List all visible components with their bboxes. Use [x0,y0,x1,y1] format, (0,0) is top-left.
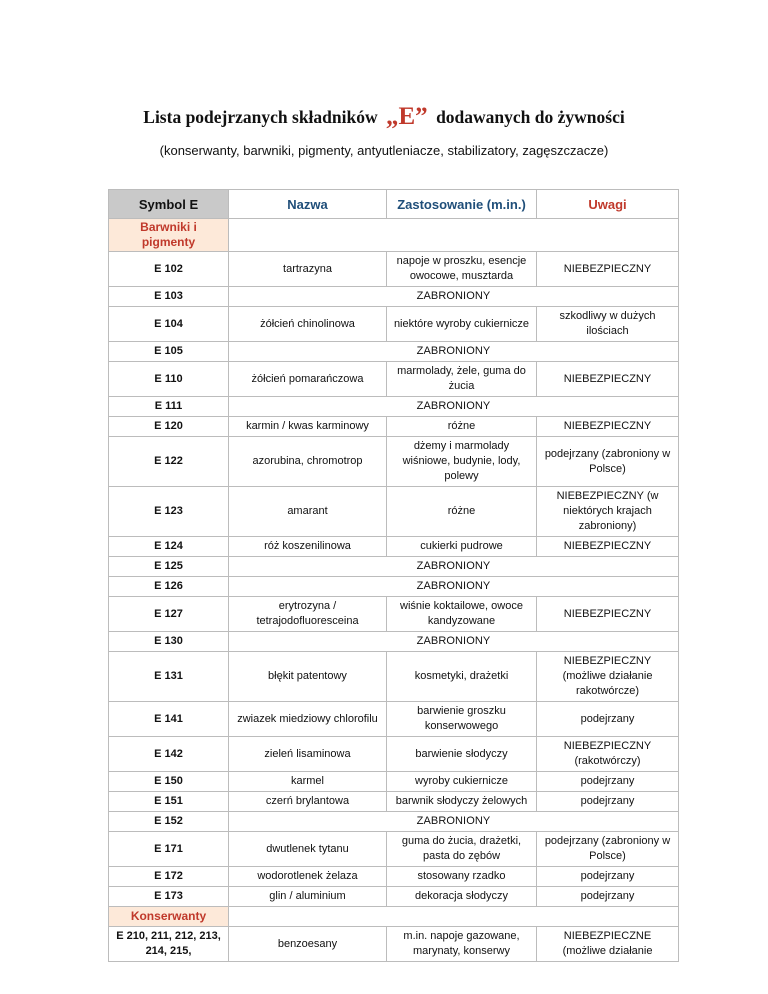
cell-name: zieleń lisaminowa [229,737,387,772]
cell-use: barwienie groszku konserwowego [387,702,537,737]
cell-symbol: E 172 [109,867,229,887]
cell-symbol: E 131 [109,652,229,702]
table-row [109,487,679,537]
cell-banned: ZABRONIONY [229,632,679,652]
cell-notes: NIEBEZPIECZNY (rakotwórczy) [537,737,679,772]
cell-use: różne [387,487,537,537]
table-row [109,772,679,792]
cell-notes: NIEBEZPIECZNY [537,597,679,632]
cell-use: guma do żucia, drażetki, pasta do zębów [387,832,537,867]
cell-use: barwnik słodyczy żelowych [387,792,537,812]
cell-name: zwiazek miedziowy chlorofilu [229,702,387,737]
cell-use: różne [387,417,537,437]
table-row [109,307,679,342]
cell-symbol: E 141 [109,702,229,737]
cell-name: żółcień chinolinowa [229,307,387,342]
section-row-dyes [109,219,679,252]
table-row [109,702,679,737]
title-part-before: Lista podejrzanych składników [143,107,378,127]
cell-notes: podejrzany (zabroniony w Polsce) [537,437,679,487]
cell-notes: NIEBEZPIECZNY (w niektórych krajach zabroniony) [537,487,679,537]
cell-use: stosowany rzadko [387,867,537,887]
section-label-dyes: Barwniki i pigmenty [109,219,229,252]
cell-name: amarant [229,487,387,537]
cell-symbol: E 126 [109,577,229,597]
section-row-preservatives [109,907,679,927]
cell-symbol: E 210, 211, 212, 213, 214, 215, [109,927,229,962]
table-row-banned [109,812,679,832]
cell-symbol: E 142 [109,737,229,772]
table-row [109,792,679,812]
header-notes: Uwagi [537,190,679,219]
cell-symbol: E 125 [109,557,229,577]
table-row [109,597,679,632]
cell-name: glin / aluminium [229,887,387,907]
cell-symbol: E 173 [109,887,229,907]
cell-symbol: E 130 [109,632,229,652]
cell-use: dżemy i marmolady wiśniowe, budynie, lody, polewy [387,437,537,487]
table-header-row [109,190,679,219]
table-row [109,417,679,437]
table-row-banned [109,397,679,417]
cell-use: barwienie słodyczy [387,737,537,772]
header-symbol: Symbol E [109,190,229,219]
cell-symbol: E 123 [109,487,229,537]
cell-notes: podejrzany (zabroniony w Polsce) [537,832,679,867]
cell-symbol: E 122 [109,437,229,487]
section-label-preservatives: Konserwanty [109,907,229,927]
cell-name: benzoesany [229,927,387,962]
cell-name: erytrozyna / tetrajodofluoresceina [229,597,387,632]
cell-name: wodorotlenek żelaza [229,867,387,887]
document-subtitle: (konserwanty, barwniki, pigmenty, antyutleniacze, stabilizatory, zagęszczacze) [159,143,609,158]
cell-banned: ZABRONIONY [229,342,679,362]
table-row [109,867,679,887]
cell-banned: ZABRONIONY [229,812,679,832]
cell-use: marmolady, żele, guma do żucia [387,362,537,397]
cell-symbol: E 105 [109,342,229,362]
cell-notes: NIEBEZPIECZNY [537,417,679,437]
table-row [109,537,679,557]
cell-symbol: E 103 [109,287,229,307]
table-row-banned [109,342,679,362]
cell-name: tartrazyna [229,252,387,287]
table-row [109,737,679,772]
cell-notes: szkodliwy w dużych ilościach [537,307,679,342]
cell-notes: NIEBEZPIECZNY [537,252,679,287]
cell-symbol: E 110 [109,362,229,397]
cell-notes: podejrzany [537,867,679,887]
cell-notes: NIEBEZPIECZNY [537,537,679,557]
cell-notes: NIEBEZPIECZNE (możliwe działanie [537,927,679,962]
cell-name: karmel [229,772,387,792]
table-row [109,252,679,287]
table-row [109,927,679,962]
cell-name: żółcień pomarańczowa [229,362,387,397]
cell-use: napoje w proszku, esencje owocowe, musztarda [387,252,537,287]
table-row-banned [109,577,679,597]
document-title [0,103,768,131]
cell-banned: ZABRONIONY [229,287,679,307]
table-row [109,652,679,702]
cell-use: wyroby cukiernicze [387,772,537,792]
cell-name: azorubina, chromotrop [229,437,387,487]
cell-use: niektóre wyroby cukiernicze [387,307,537,342]
title-part-after: dodawanych do żywności [436,107,625,127]
cell-symbol: E 151 [109,792,229,812]
cell-symbol: E 104 [109,307,229,342]
cell-name: dwutlenek tytanu [229,832,387,867]
cell-name: róż koszenilinowa [229,537,387,557]
table-body [109,219,679,962]
title-e-mark: „E” [386,103,428,130]
table-row [109,832,679,867]
cell-symbol: E 111 [109,397,229,417]
cell-symbol: E 152 [109,812,229,832]
section-spacer [229,219,679,252]
table-row-banned [109,557,679,577]
section-spacer [229,907,679,927]
cell-use: cukierki pudrowe [387,537,537,557]
cell-name: karmin / kwas karminowy [229,417,387,437]
table-row [109,362,679,397]
cell-symbol: E 171 [109,832,229,867]
cell-use: wiśnie koktailowe, owoce kandyzowane [387,597,537,632]
cell-use: dekoracja słodyczy [387,887,537,907]
cell-symbol: E 150 [109,772,229,792]
table-row-banned [109,287,679,307]
cell-notes: podejrzany [537,702,679,737]
cell-symbol: E 102 [109,252,229,287]
cell-symbol: E 120 [109,417,229,437]
cell-notes: NIEBEZPIECZNY (możliwe działanie rakotwórcze) [537,652,679,702]
cell-symbol: E 124 [109,537,229,557]
cell-symbol: E 127 [109,597,229,632]
cell-banned: ZABRONIONY [229,577,679,597]
header-use: Zastosowanie (m.in.) [387,190,537,219]
table-row [109,437,679,487]
cell-notes: NIEBEZPIECZNY [537,362,679,397]
cell-notes: podejrzany [537,772,679,792]
cell-name: czerń brylantowa [229,792,387,812]
cell-name: błękit patentowy [229,652,387,702]
cell-use: m.in. napoje gazowane, marynaty, konserwy [387,927,537,962]
ingredients-table [108,189,679,962]
cell-banned: ZABRONIONY [229,557,679,577]
table-row [109,887,679,907]
header-name: Nazwa [229,190,387,219]
cell-notes: podejrzany [537,887,679,907]
cell-banned: ZABRONIONY [229,397,679,417]
cell-use: kosmetyki, drażetki [387,652,537,702]
cell-notes: podejrzany [537,792,679,812]
table-row-banned [109,632,679,652]
